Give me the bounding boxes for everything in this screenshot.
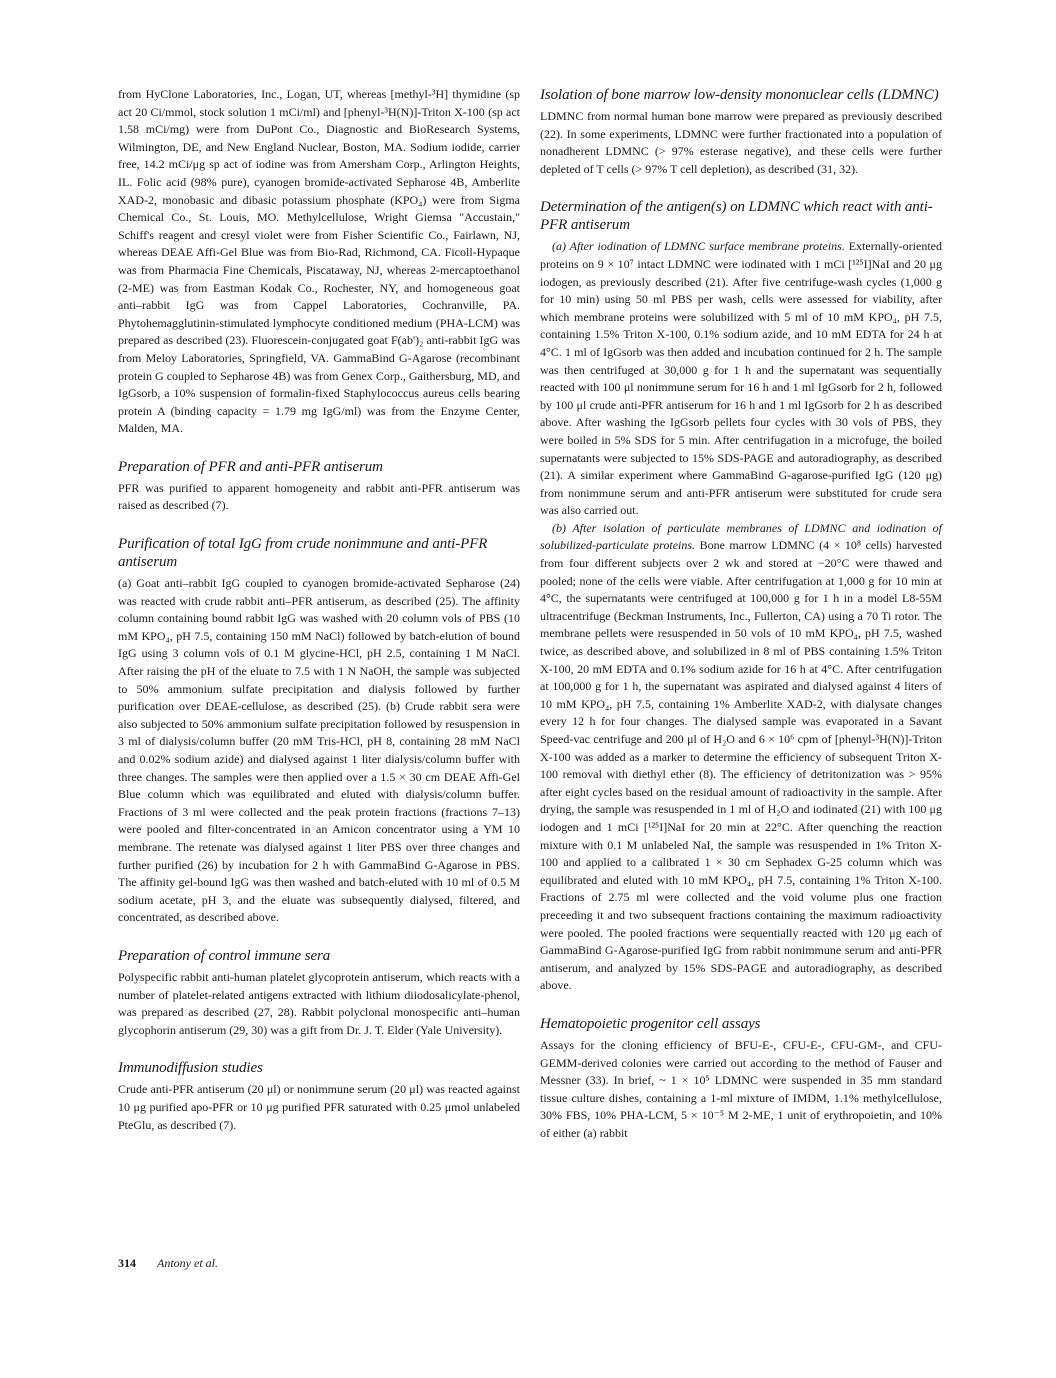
right-column [540,86,942,1142]
subsection-b-lead: (b) After isolation of particulate membranes of LDMNC and iodination of solubilized-particulate proteins. [540,520,942,553]
section-paragraph: PFR was purified to apparent homogeneity and rabbit anti-PFR antiserum was raised as described (7). [118,480,520,513]
running-authors: Antony et al. [157,1256,218,1270]
section-progenitor-assays [540,1015,942,1143]
section-paragraph: (a) Goat anti–rabbit IgG coupled to cyanogen bromide-activated Sepharose (24) was reacted with crude rabbit anti–PFR antiserum, as described (25). The affinity column containing bound rabbit IgG was washed with 20 column vols of PBS (10 mM KPO₄, pH 7.5, containing 150 mM NaCl) followed by batch-elution of bound IgG using 3 column vols of 0.1 M glycine-HCl, pH 2.5, containing 1 M NaCl. After raising the pH of the eluate to 7.5 with 1 N NaOH, the sample was subjected to 50% ammonium sulfate precipitation and dialysis followed by further purification over DEAE-cellulose, as described (25). (b) Crude rabbit sera were also subjected to 50% ammonium sulfate precipitation followed by resuspension in 3 ml of dialysis/column buffer (20 mM Tris-HCl, pH 8, containing 28 mM NaCl and 0.02% sodium azide) and dialysed against 1 liter dialysis/column buffer with three changes. The samples were then applied over a 1.5 × 30 cm DEAE Affi-Gel Blue column which was equilibrated and eluted with dialysis/column buffer. Fractions of 3 ml were collected and the peak protein fractions (fractions 7–13) were pooled and filter-concentrated in an Amicon concentrator using a YM 10 membrane. The retenate was dialysed against 1 liter PBS over three changes and further purified (26) by incubation for 2 h with GammaBind G-Agarose in PBS. The affinity gel-bound IgG was then washed and batch-eluted with 10 ml of 0.5 M sodium acetate, pH 3, and the eluate was subsequently dialysed, filtered, and concentrated, as described above. [118,576,520,925]
section-paragraph: LDMNC from normal human bone marrow were prepared as previously described (22). In some experiments, LDMNC were further fractionated into a population of nonadherent LDMNC (> 97% esterase negative), and these cells were further depleted of T cells (> 97% T cell depletion), as described (31, 32). [540,109,942,176]
page-footer [118,1256,218,1271]
section-heading: Immunodiffusion studies [118,1060,263,1077]
left-column [118,86,520,1134]
page-number: 314 [118,1256,136,1270]
subsection-a-lead: (a) After iodination of LDMNC surface membrane proteins. [552,239,845,254]
section-paragraph: Assays for the cloning efficiency of BFU-E-, CFU-E-, CFU-GM-, and CFU-GEMM-derived colonies were carried out according to the method of Fauser and Messner (33). In brief, ~ 1 × 10⁵ LDMNC were suspended in 35 mm standard tissue culture dishes, containing a 1-ml mixture of IMDM, 1.1% methylcellulose, 30% FBS, 10% PHA-LCM, 5 × 10⁻⁵ M 2-ME, 1 unit of erythropoietin, and 10% of either (a) rabbit [540,1037,942,1140]
subsection-b-paragraph [540,520,942,995]
section-antigen-determination [540,198,942,995]
section-immunodiffusion [118,1059,520,1134]
subsection-a-text: Externally-oriented proteins on 9 × 10⁷ intact LDMNC were iodinated with 1 mCi [¹²⁵I]NaI and 20 μg iodogen, as previously described (21). After five centrifuge-wash cycles (1,000 g for 10 min) using 50 ml PBS per wash, cells were assessed for viability, after which membrane proteins were solubilized with 5 ml of 10 mM KPO₄, pH 7.5, containing 1.5% Triton X-100, 0.1% sodium azide, and 10 mM EDTA for 24 h at 4°C. 1 ml of IgGsorb was then added and incubation continued for 2 h. The sample was then centrifuged at 30,000 g for 1 h and the supernatant was sequentially reacted with 100 μl nonimmune serum for 16 h and 1 ml IgGsorb for 2 h, followed by 100 μl crude anti-PFR antiserum for 16 h and 1 ml IgGsorb for 2 h as described above. After washing the IgGsorb pellets four cycles with 30 vols of PBS, they were boiled in 5% SDS for 5 min. After centrifugation in a microfuge, the boiled supernatants were subjected to 15% SDS-PAGE and autoradiography, as described (21). A similar experiment where GammaBind G-agarose-purified IgG (120 μg) from nonimmune serum and anti-PFR antiserum were substituted for crude sera was also carried out. [540,239,943,518]
section-heading: Preparation of control immune sera [118,947,331,964]
subsection-b-text: Bone marrow LDMNC (4 × 10⁸ cells) harvested from four different subjects over 2 wk and stored at −20°C were thawed and pooled; none of the cells were viable. After centrifugation at 1,000 g for 10 min at 4°C, the supernatants were centrifuged at 100,000 g for 1 h in a model L8-55M ultracentrifuge (Beckman Instruments, Inc., Fullerton, CA) using a 70 Ti rotor. The membrane pellets were resuspended in 50 vols of 10 mM KPO₄, pH 7.5, washed twice, as described above, and solubilized in 8 ml of PBS containing 1.5% Triton X-100, 20 mM EDTA and 0.1% sodium azide for 16 h at 4°C. After centrifugation at 100,000 g for 1 h, the supernatant was aspirated and dialysed against 4 liters of 10 mM KPO₄, pH 7.5, containing 1% Amberlite XAD-2, with dialysate changes every 12 h for four changes. The dialysed sample was evaporated in a Savant Speed-vac centrifuge and 200 μl of H₂O and 6 × 10⁶ cpm of [phenyl-³H(N)]-Triton X-100 was added as a marker to determine the efficiency of subsequent Triton X-100 removal with diethyl ether (8). The efficiency of detritonization was > 95% after eight cycles based on the residual amount of radioactivity in the sample. After drying, the sample was resuspended in 1 ml of H₂O and iodinated (21) with 100 μg iodogen and 1 mCi [¹²⁵I]NaI for 20 min at 22°C. After quenching the reaction mixture with 0.1 M unlabeled NaI, the sample was resuspended in 1% Triton X-100 and applied to a calibrated 1 × 30 cm Sephadex G-25 column which was equilibrated and eluted with 10 mM KPO₄, pH 7.5, containing 1% Triton X-100. Fractions of 2.75 ml were collected and the void volume plus one fraction preceeding it and two subsequent fractions containing the maximum radioactivity were pooled. The pooled fractions were sequentially reacted with 120 μg each of GammaBind G-Agarose-purified IgG from rabbit nonimmune serum and anti-PFR antiserum, and analyzed by 15% SDS-PAGE and autoradiography, as described above. [540,538,943,993]
section-heading: Preparation of PFR and anti-PFR antiserum [118,458,383,475]
section-heading: Hematopoietic progenitor cell assays [540,1015,761,1032]
section-control-immune-sera [118,947,520,1039]
section-purification-igg [118,535,520,927]
section-paragraph: Polyspecific rabbit anti-human platelet glycoprotein antiserum, which reacts with a number of platelet-related antigens extracted with lithium diiodosalicylate-phenol, was prepared as described (27, 28). Rabbit polyclonal monospecific anti–human glycophorin antiserum (29, 30) was a gift from Dr. J. T. Elder (Yale University). [118,969,520,1037]
materials-paragraph: from HyClone Laboratories, Inc., Logan, UT, whereas [methyl-³H] thymidine (sp act 20 Ci/mmol, stock solution 1 mCi/ml) and [phenyl-³H(N)]-Triton X-100 (sp act 1.58 mCi/mg) were from DuPont Co., Diagnostic and BioResearch Systems, Wilmington, DE, and New England Nuclear, Boston, MA. Sodium iodide, carrier free, 14.2 mCi/μg sp act of iodine was from Amersham Corp., Arlington Heights, IL. Folic acid (98% pure), cyanogen bromide-activated Sepharose 4B, Amberlite XAD-2, monobasic and dibasic potassium phosphate (KPO₄) were from Sigma Chemical Co., St. Louis, MO. Methylcellulose, Wright Giemsa "Accustain," Schiff's reagent and cresyl violet were from Fisher Scientific Co., Fairlawn, NJ, whereas DEAE Affi-Gel Blue was from Bio-Rad, Richmond, CA. Ficoll-Hypaque was from Pharmacia Fine Chemicals, Piscataway, NJ, whereas 2-mercaptoethanol (2-ME) was from Eastman Kodak Co., Rochester, NY, and homogeneous goat anti–rabbit IgG was from Cappel Laboratories, Cochranville, PA. Phytohemagglutinin-stimulated lymphocyte conditioned medium (PHA-LCM) was prepared as described (23). Fluorescein-conjugated goat F(ab')₂ anti-rabbit IgG was from Meloy Laboratories, Springfield, VA. GammaBind G-Agarose (recombinant protein G coupled to Sepharose 4B) was from Genex Corp., Gaithersburg, MD, and IgGsorb, a 10% suspension of formalin-fixed Staphylococcus aureus cells bearing protein A (binding capacity = 1.79 mg IgG/ml) was from the Enzyme Center, Malden, MA. [118,87,520,436]
section-isolation-ldmnc [540,86,942,178]
section-heading: Purification of total IgG from crude nonimmune and anti-PFR antiserum [118,536,488,571]
section-heading: Isolation of bone marrow low-density mononuclear cells (LDMNC) [540,87,939,103]
section-paragraph: Crude anti-PFR antiserum (20 μl) or nonimmune serum (20 μl) was reacted against 10 μg purified apo-PFR or 10 μg purified PFR saturated with 0.25 μmol unlabeled PteGlu, as described (7). [118,1082,520,1132]
subsection-a-paragraph [540,238,942,520]
section-heading: Determination of the antigen(s) on LDMNC which react with anti-PFR antiserum [540,199,933,234]
section-preparation-pfr [118,458,520,515]
